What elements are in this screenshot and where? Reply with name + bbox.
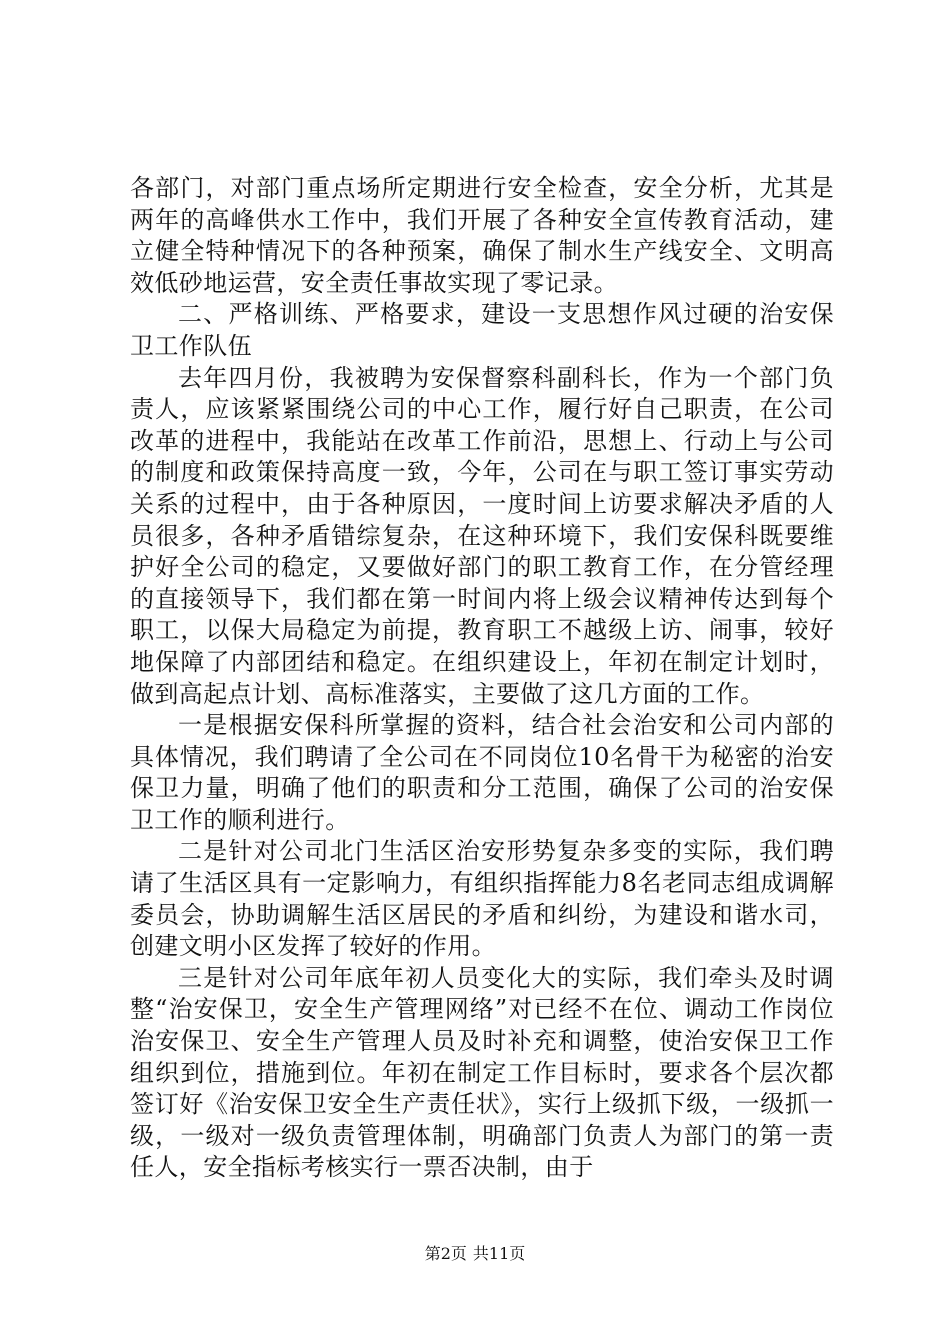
- document-body: [130, 173, 834, 1184]
- paragraph-1: 各部门，对部门重点场所定期进行安全检查，安全分析，尤其是两年的高峰供水工作中，我们开展了各种安全宣传教育活动，建立健全特种情况下的各种预案，确保了制水生产线安全、文明高效低砂地运营，安全责任事故实现了零记录。: [130, 174, 834, 297]
- paragraph-6: 三是针对公司年底年初人员变化大的实际，我们牵头及时调整“治安保卫，安全生产管理网络”对已经不在位、调动工作岗位治安保卫、安全生产管理人员及时补充和调整，使治安保卫工作组织到位，措施到位。年初在制定工作目标时，要求各个层次都签订好《治安保卫安全生产责任状》，实行上级抓下级，一级抓一级，一级对一级负责管理体制，明确部门负责人为部门的第一责任人，安全指标考核实行一票否决制，由于: [130, 963, 834, 1182]
- page-footer: [0, 1244, 950, 1264]
- paragraph-5: 二是针对公司北门生活区治安形势复杂多变的实际，我们聘请了生活区具有一定影响力，有组织指挥能力8名老同志组成调解委员会，协助调解生活区居民的矛盾和纠纷，为建设和谐水司，创建文明小区发挥了较好的作用。: [130, 837, 834, 961]
- paragraph-4: 一是根据安保科所掌握的资料，结合社会治安和公司内部的具体情况，我们聘请了全公司在不同岗位10名骨干为秘密的治安保卫力量，明确了他们的职责和分工范围，确保了公司的治安保卫工作的顺利进行。: [130, 711, 834, 834]
- page-number: 第2页: [424, 1244, 467, 1263]
- paragraph-3: 去年四月份，我被聘为安保督察科副科长，作为一个部门负责人，应该紧紧围绕公司的中心工作，履行好自己职责，在公司改革的进程中，我能站在改革工作前沿，思想上、行动上与公司的制度和政策保持高度一致，今年，公司在与职工签订事实劳动关系的过程中，由于各种原因，一度时间上访要求解决矛盾的人员很多，各种矛盾错综复杂，在这种环境下，我们安保科既要维护好全公司的稳定，又要做好部门的职工教育工作，在分管经理的直接领导下，我们都在第一时间内将上级会议精神传达到每个职工，以保大局稳定为前提，教育职工不越级上访、闹事，较好地保障了内部团结和稳定。在组织建设上，年初在制定计划时，做到高起点计划、高标准落实，主要做了这几方面的工作。: [130, 363, 834, 708]
- page-total: 共11页: [472, 1244, 526, 1263]
- section-heading-2: 二、严格训练、严格要求，建设一支思想作风过硬的治安保卫工作队伍: [130, 300, 834, 360]
